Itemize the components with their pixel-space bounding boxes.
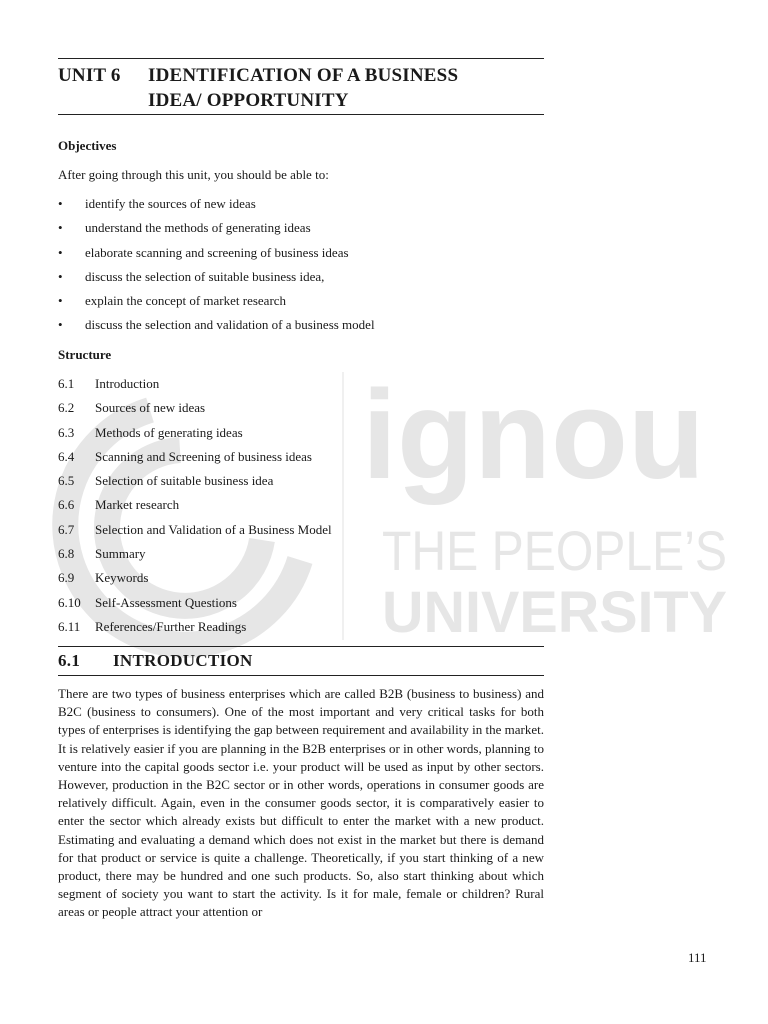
unit-title-line2: IDEA/ OPPORTUNITY	[148, 90, 349, 111]
structure-heading: Structure	[58, 347, 112, 362]
bullet-icon: •	[58, 220, 63, 236]
page-number: 111	[688, 950, 707, 965]
watermark-ignou-text: ignou	[362, 364, 705, 505]
section-title: INTRODUCTION	[113, 651, 253, 670]
section-bottom-rule	[58, 675, 544, 676]
objectives-intro: After going through this unit, you should be able to:	[58, 167, 329, 182]
watermark-peoples-text: THE PEOPLE’S	[382, 519, 727, 582]
bullet-icon: •	[58, 317, 63, 333]
section-number: 6.1	[58, 651, 81, 670]
bullet-icon: •	[58, 244, 63, 260]
bullet-icon: •	[58, 196, 63, 211]
introduction-paragraph: There are two types of business enterprises which are called B2B (business to business) and B2C (business to consumers). One of the most important and very critical tasks for both types of enterprises is identifying the gap between requirement and availability in the market. It is relatively easier if you are planning in the B2B enterprises or in other words, planning to venture into the capital goods sector i.e. your product will be used as input by other sectors. However, production in the B2C sector or in other words, operations in consumer goods are relatively difficult. Again, even in the consumer goods sector, it is comparatively easier to enter the sector which already exists but difficult to enter the market with a new product. Estimating and evaluating a demand which does not exist in the market but there is demand for that product or service is quite a challenge. Theoretically, if you start thinking of a new product, there may be hundred and one such products. So, also start thinking about which segment of society you want to start the activity. Is it for male, female or children? Rural areas or people attract your attention or	[58, 686, 544, 920]
objectives-heading: Objectives	[58, 138, 117, 153]
unit-title-line1: IDENTIFICATION OF A BUSINESS	[148, 65, 459, 86]
section-top-rule	[58, 646, 544, 647]
watermark-university-text: UNIVERSITY	[382, 580, 727, 645]
title-bottom-rule	[58, 114, 544, 115]
bullet-icon: •	[58, 268, 63, 284]
bullet-icon: •	[58, 293, 63, 309]
unit-number: UNIT 6	[58, 65, 121, 86]
top-rule	[58, 58, 544, 59]
